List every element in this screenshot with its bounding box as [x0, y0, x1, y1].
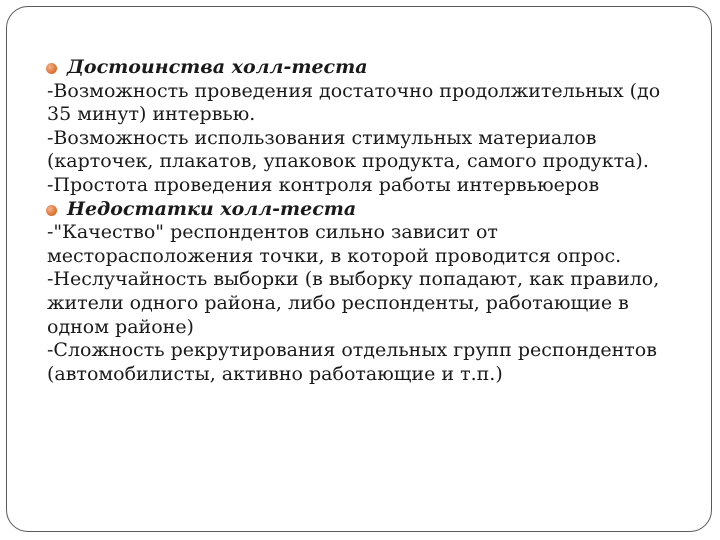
list-item: -Простота проведения контроля работы интервьюеров	[47, 173, 600, 196]
list-item: -Возможность проведения достаточно продолжительных (до 35 минут) интервью.	[47, 79, 661, 126]
slide-content	[47, 56, 687, 386]
orange-circle-bullet-icon	[46, 205, 57, 216]
orange-circle-bullet-icon	[46, 63, 57, 74]
section-heading-advantages	[46, 56, 687, 80]
list-item: -Неслучайность выборки (в выборку попадают, как правило, жители одного района, либо респонденты, работающие в одном районе)	[47, 268, 660, 338]
list-item: -"Качество" респондентов сильно зависит от месторасположения точки, в которой проводится опрос.	[47, 221, 622, 267]
list-item: -Возможность использования стимульных материалов (карточек, плакатов, упаковок продукта, самого продукта).	[47, 126, 649, 173]
section-heading-disadvantages	[46, 198, 687, 222]
section-heading-text: Недостатки холл-теста	[67, 197, 357, 220]
list-item: -Сложность рекрутирования отдельных групп респондентов (автомобилисты, активно работающие и т.п.)	[47, 339, 657, 385]
section-heading-text: Достоинства холл-теста	[67, 56, 368, 78]
